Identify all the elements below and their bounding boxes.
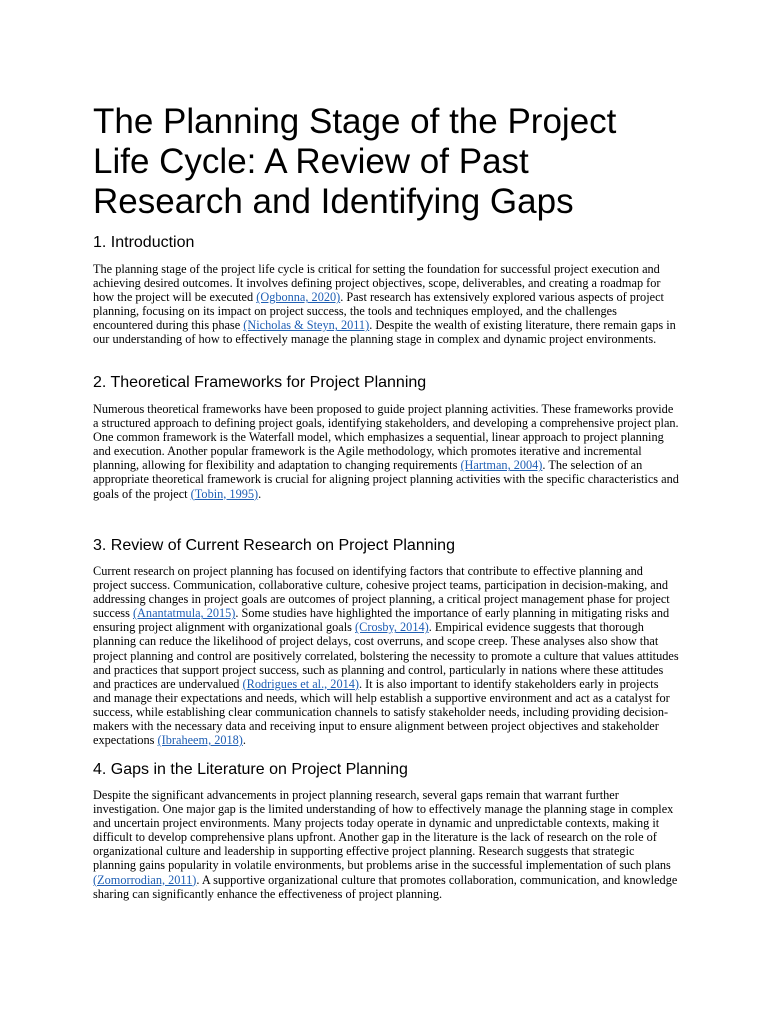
body-text: . Despite the wealth of existing literature, there remain gaps in our understanding of how to effectively manage the planning stage in complex and dynamic project environments. bbox=[93, 318, 676, 347]
citation-link[interactable]: (Hartman, 2004) bbox=[460, 458, 543, 473]
section-heading-gaps-literature: 4. Gaps in the Literature on Project Planning bbox=[93, 761, 408, 778]
section-heading-introduction: 1. Introduction bbox=[93, 234, 195, 251]
body-text: . A supportive organizational culture that promotes collaboration, communication, and knowledge sharing can significantly enhance the effectiveness of project planning. bbox=[93, 872, 678, 901]
citation-link[interactable]: (Ogbonna, 2020) bbox=[256, 290, 341, 305]
section-body-theoretical-frameworks bbox=[93, 402, 679, 501]
section-body-introduction bbox=[93, 262, 679, 347]
body-text: Numerous theoretical frameworks have been proposed to guide project planning activities. These frameworks provide a structured approach to defining project goals, identifying stakeholders, and developing a comprehensive project plan. One common framework is the Waterfall model, which emphasizes a sequential, linear approach to project planning and execution. Another popular framework is the Agile methodology, which promotes iterative and incremental planning, allowing for flexibility and adaptation to changing requirements bbox=[93, 402, 679, 473]
citation-link[interactable]: (Zomorrodian, 2011) bbox=[93, 872, 197, 887]
body-text: . bbox=[242, 733, 246, 748]
body-text: . Empirical evidence suggests that thorough planning can reduce the likelihood of project delays, cost overruns, and scope creep. These analyses also show that project planning and control are positively correlated, bolstering the necessity to promote a culture that values attitudes and practices that support project success, such as planning and control, particularly in nations where these attitudes and practices are undervalued bbox=[93, 620, 679, 691]
body-text: . Some studies have highlighted the importance of early planning in mitigating risks and ensuring project alignment with organizational goals bbox=[93, 606, 670, 635]
body-text: . The selection of an appropriate theoretical framework is crucial for aligning project planning activities with the specific characteristics and goals of the project bbox=[93, 458, 679, 501]
citation-link[interactable]: (Anantatmula, 2015) bbox=[132, 606, 236, 621]
section-heading-current-research: 3. Review of Current Research on Project Planning bbox=[93, 537, 455, 554]
body-text: The planning stage of the project life cycle is critical for setting the foundation for successful project execution and achieving desired outcomes. It involves defining project objectives, scope, deliverables, and creating a roadmap for how the project will be executed bbox=[93, 262, 661, 305]
citation-link[interactable]: (Ibraheem, 2018) bbox=[157, 733, 243, 748]
body-text: Despite the significant advancements in project planning research, several gaps remain that warrant further investigation. One major gap is the limited understanding of how to effectively manage the planning stage in complex and uncertain project environments. Many projects today operate in dynamic and unpredictable contexts, making it difficult to develop comprehensive plans upfront. Another gap in the literature is the lack of research on the role of organizational culture and leadership in supporting effective project planning. Research suggests that strategic planning gains popularity in volatile environments, but problems arise in the successful implementation of such plans bbox=[93, 788, 674, 873]
body-text: . It is also important to identify stakeholders early in projects and manage their expectations and needs, which will help establish a supportive environment and act as a catalyst for success, while establishing clear communication channels to satisfy stakeholder needs, including providing decision-makers with the necessary data and receiving input to ensure alignment between project objectives and stakeholder expectations bbox=[93, 676, 670, 748]
section-body-current-research bbox=[93, 564, 679, 747]
section-body-gaps-literature bbox=[93, 788, 679, 901]
body-text: . bbox=[258, 486, 262, 501]
body-text: . Past research has extensively explored various aspects of project planning, focusing on its impact on project success, the tools and techniques employed, and the challenges encountered during this phase bbox=[93, 290, 664, 333]
document-title: The Planning Stage of the Project Life Cycle: A Review of Past Research and Identifying Gaps bbox=[93, 102, 617, 221]
citation-link[interactable]: (Tobin, 1995) bbox=[190, 486, 259, 501]
citation-link[interactable]: (Crosby, 2014) bbox=[355, 620, 429, 635]
section-heading-theoretical-frameworks: 2. Theoretical Frameworks for Project Planning bbox=[93, 374, 427, 391]
citation-link[interactable]: (Rodrigues et al., 2014) bbox=[242, 676, 360, 691]
citation-link[interactable]: (Nicholas & Steyn, 2011) bbox=[243, 318, 370, 333]
body-text: Current research on project planning has focused on identifying factors that contribute to effective planning and project success. Communication, collaborative culture, cohesive project teams, participation in decision-making, and addressing changes in project goals are outcomes of project planning, a critical project management phase for project success bbox=[93, 564, 670, 621]
